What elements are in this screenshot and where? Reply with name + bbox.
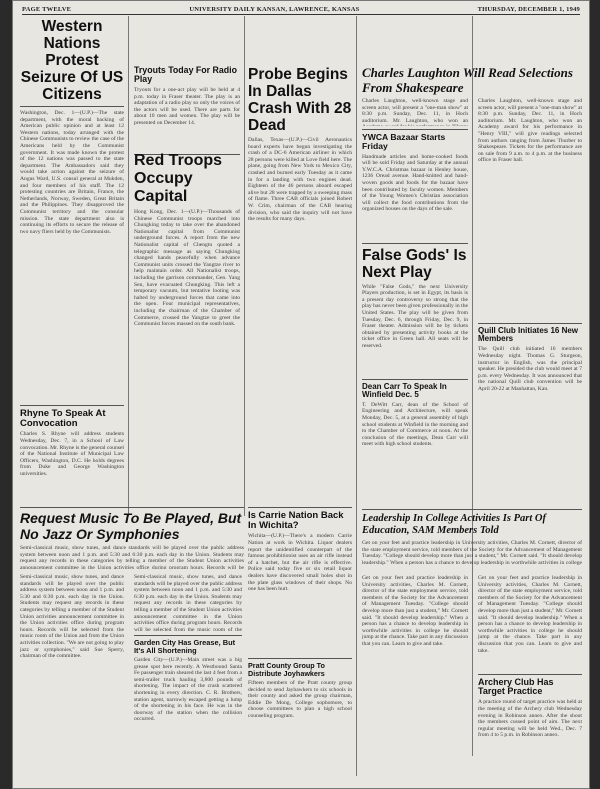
divider bbox=[20, 507, 244, 508]
story-body: Hong Kong, Dec. 1—(U.P.)—Thousands of Chinese Communist troops marched into Chungking today to take over the abandoned Nationalist capital from Communist underground forces. A report from the new Nationalist capital of Chengtu quoted a telegraphic message as saying Chungking changed hands peacefully when advance Communist units crossed the Yangtze river to help maintain order. All Nationalist troops, including the garrison commander, Gen. Yang Sen, have evacuated Chungking. This left a temporary vacuum, but tentative looting was halted by underground forces that came into the open. Four municipal representatives, including the chairman of the Chamber of Commerce, crossed the Yangtze to greet the Communist forces massed on the south bank. bbox=[134, 209, 240, 328]
headline: Pratt County Group To Distribute Joyhawkers bbox=[248, 661, 325, 678]
divider bbox=[478, 323, 582, 324]
divider bbox=[478, 674, 582, 675]
column-rule bbox=[356, 16, 357, 776]
story-body: Get on your feet and practice leadership in University activities, Charles M. Cornett, director of the state employment service, told members of the Society for the Advancement of Management Tuesday. "College should develop more than just a student," Mr. Cornett said. "It should develop leadership." When a person has a chance to develop leadership in worthwhile activities in college bbox=[362, 540, 582, 566]
divider bbox=[134, 635, 242, 636]
story-carrie-nation bbox=[248, 504, 352, 780]
headline: Red Troops Occupy Capital bbox=[134, 152, 223, 205]
story-body: A practice round of target practice was held at the meeting of the Archery club Wednesday evening in Robinson annex. After the shoot the members cussed point of aim. The next regular meeting will be held Wed., Dec. 7 from 4 to 5 p.m. in Robinson annex. bbox=[478, 699, 582, 739]
story-dallas-probe bbox=[248, 66, 352, 502]
headline: False Gods' Is Next Play bbox=[362, 246, 467, 281]
story-body: Semi-classical music, show tunes, and dance standards will be played over the public address system between noon and 1 p.m. and 5:30 and 6:30 p.m. each day in the Union. Students may request any records in these categories by telling a member of the Student Union activities announcement committee in the Union activities office during program hours. Records will be selected from the music room of the Union and from the Union activities collection. "We are not going to play jazz or symphonies," said Sue Sperry, chairman of the committee. bbox=[20, 574, 124, 660]
story-western-nations bbox=[20, 18, 124, 502]
folio-paper-name: UNIVERSITY DAILY KANSAN, LAWRENCE, KANSAS bbox=[189, 5, 360, 13]
story-body: Wichita—(U.P.)—There's a modern Carrie Nation at work in Wichita. Liquor dealers report the unidentified counterpart of the famous prohibitionist uses an air rifle instead of a hatchet, but the air rifle is effective. Police said today five or six retail liquor dealers have discovered small holes shot in the plate glass windows of their shops. No one has been hurt. bbox=[248, 533, 352, 593]
headline: Is Carrie Nation Back In Wichita? bbox=[248, 510, 344, 531]
story-body: Get on your feet and practice leadership in University activities, Charles M. Cornett, director of the state employment service, told members of the Society for the Advancement of Management Tuesday. "College should develop more than just a student," Mr. Cornett said. "It should develop leadership." When a person has a chance to develop leadership in worthwhile activities in college he should jump at the chance. Take part in any discussion that you can. Learn to give and take. bbox=[362, 575, 468, 647]
headline: Archery Club Has Target Practice bbox=[478, 677, 554, 697]
headline: Charles Laughton Will Read Selections From Shakespeare bbox=[362, 66, 573, 95]
headline: Dean Carr To Speak In Winfield Dec. 5 bbox=[362, 381, 447, 399]
column-rule bbox=[128, 16, 129, 516]
divider bbox=[362, 509, 582, 510]
page-folio bbox=[22, 4, 580, 15]
story-body: The Quill club initiated 16 members Wednesday night. Thomas G. Sturgeon, instructor in English, was the principal speaker. He presided the club would meet at 7 p.m. every Wednesday. It was announced that the national Quill club convention will be April 20-22 at Manhattan, Kan. bbox=[478, 346, 582, 392]
divider bbox=[248, 658, 352, 659]
story-body: Charles Laughton, well-known stage and screen actor, will present a "one-man show" at 8:30 p.m. Sunday, Dec. 11, in Hoch auditorium. Mr. Laughton, who won an bbox=[362, 98, 468, 124]
story-body: T. DeWitt Carr, dean of the School of Engineering and Architecture, will speak Monday, Dec. 5, at a general assembly of high school students at Winfield in the morning and to the Chamber of Commerce at noon. At the conclusion of the meetings, Dean Carr will meet with high school students. bbox=[362, 401, 468, 448]
story-archery bbox=[478, 575, 582, 785]
divider bbox=[248, 507, 352, 508]
headline: Rhyne To Speak At Convocation bbox=[20, 408, 106, 429]
headline: Quill Club Initiates 16 New Members bbox=[478, 326, 579, 344]
story-body: Handmade articles and home-cooked foods will be sold Friday and Saturday at the annual Y.W.C.A. Christmas bazaar in Henley house, 1236 Oread avenue. Hand-knitted and hand-woven goods and foods for the bazaar have been contributed by faculty women. Members of the Young Women's Christian association will collect the food contributions from the organized houses on the days of the sale. bbox=[362, 153, 468, 213]
story-red-troops bbox=[134, 152, 240, 502]
folio-page-number: PAGE TWELVE bbox=[22, 5, 72, 13]
headline: Request Music To Be Played, But No Jazz Or Symphonies bbox=[20, 510, 242, 542]
column-rule bbox=[244, 16, 245, 516]
headline: YWCA Bazaar Starts Friday bbox=[362, 132, 446, 151]
story-body: Dallas, Texas—(U.P.)—Civil Aeronautics board experts have begun investigating the crash of a DC-6 American airliner in which 28 persons were killed at Love field here. The plane, going from New York to Mexico City, crashed and burned early Tuesday as it came in for a landing with two engines dead. Eighteen of the 46 persons aboard escaped alive but 28 were trapped by a sweeping mass of flame. Three CAB officials joined Robert W. Crim, chairman of the CAB hearing division, who said the inquiry will not have the results for many days. bbox=[248, 137, 352, 223]
story-body: Semi-classical music, show tunes, and dance standards will be played over the public address system between noon and 1 p.m. and 5:30 and 6:30 p.m. each day in the Union. Students may request any records in these categories by telling a member of the Student Union activities announcement committee in the Union activities office during program hours. Records will be bbox=[20, 545, 244, 569]
story-body: Washington, Dec. 1—(U.P.)—The state department, with the moral backing of American public opinion and at least 12 Western nations, today arranged with the Chinese Communists to review the case of the Americans held by the Communist government. It was made known the protest of the 12 nations was passed to the state department. The Ambassadors said they would take action against the seizure of Angus Ward, U.S. consul general at Mukden, and four members of his staff. The 12 protesting countries are Britain, France, the Netherlands, Norway, Sweden, Great Britain and the Philippines. They disapproved the Communist territory and the consular mission. The state department also is continuing its efforts to secure the release of two navy fliers held by the Communists. bbox=[20, 110, 124, 235]
story-request-music-body bbox=[20, 574, 124, 786]
story-body: Charles Laughton, well-known stage and screen actor, will present a "one-man show" at 8:30 p.m. Sunday, Dec. 11, in Hoch auditorium. Mr. Laughton, who won an Academy award for his performance in "Henry VIII," will give readings selected from authors ranging from James Thurber to Shakespeare. Tickets for the performance are on sale from 9 a.m. to 4 p.m. at the business office in Fraser hall. bbox=[478, 98, 582, 164]
story-body: Semi-classical music, show tunes, and dance standards will be played over the public address system between noon and 1 p.m. and 5:30 and 6:30 p.m. each day in the Union. Students may request any records in these categories by telling a member of the Student Union activities announcement committee in the Union activities office during program hours. Records will be selected from the music room of the bbox=[134, 574, 242, 632]
divider bbox=[362, 129, 468, 130]
story-body: Tryouts for a one-act play will be held at 4 p.m. today in Fraser theater. The play is an adaptation of a radio play so only the voices of the actors will be used. There are parts for about 10 men and women. The play will be presented on December 14. bbox=[134, 86, 240, 126]
divider bbox=[20, 106, 124, 107]
story-ywca-bazaar bbox=[362, 98, 468, 500]
story-leadership-body bbox=[362, 575, 468, 785]
story-body: Charles S. Rhyne will address students Wednesday, Dec. 7, in a School of Law convocation. Mr. Rhyne is the general counsel of the National Institute of Municipal Law Officers, Washington, D.C. He holds degrees from Duke and George Washington universities. bbox=[20, 431, 124, 477]
headline: Probe Begins In Dallas Crash With 28 Dead bbox=[248, 66, 352, 134]
divider bbox=[20, 405, 124, 406]
story-laughton-continued bbox=[478, 98, 582, 500]
story-body: While "False Gods," the next University Players production, is set in Egypt, its basis is a present day controversy so strong that the play has never been given professionally in the United States. The play will be given from Tuesday, Dec. 6, through Friday, Dec. 9, in Fraser theater. Admission will be by tickets obtained by presenting activity books at the ticket office in Green hall. All seats will be reserved. bbox=[362, 283, 468, 349]
headline: Leadership In College Activities Is Part Of Education, SAM Members Told bbox=[362, 513, 546, 536]
headline: Tryouts Today For Radio Play bbox=[134, 66, 237, 84]
divider bbox=[362, 243, 468, 244]
story-body: Fifteen members of the Pratt county group decided to send Jayhawkers to six schools in their county and asked the group chairman, Eddie De Mong, College sophomore, to choose committees to plan a high school counseling program. bbox=[248, 680, 352, 720]
story-body: Get on your feet and practice leadership in University activities, Charles M. Cornett, director of the state employment service, told members of the Society for the Advancement of Management Tuesday. "College should develop more than just a student," Mr. Cornett said. "It should develop leadership." When a person has a chance to develop leadership in worthwhile activities in college he should jump at the chance. Take part in any discussion that you can. Learn to give and take. bbox=[478, 575, 582, 654]
folio-date: THURSDAY, DECEMBER 1, 1949 bbox=[477, 5, 580, 13]
story-body: Garden City—(U.P.)—Main street was a big grease spot here recently. A Westbound Santa Fe passenger train sheared the last 4 feet from a semi-trailer truck hauling 3,800 pounds of shortening. The impact of the crash scattered shortening in every direction. C. R. Brothers, station agent, narrowly escaped getting a lump of the shortening in his face. He was in the doorway of the station when the collision occurred. bbox=[134, 657, 242, 723]
divider bbox=[362, 379, 468, 380]
story-garden-city bbox=[134, 574, 242, 786]
newspaper-page bbox=[12, 0, 590, 789]
headline: Western Nations Protest Seizure Of US Citizens bbox=[20, 18, 124, 103]
headline: Garden City Has Grease, But It's All Shortening bbox=[134, 638, 236, 655]
